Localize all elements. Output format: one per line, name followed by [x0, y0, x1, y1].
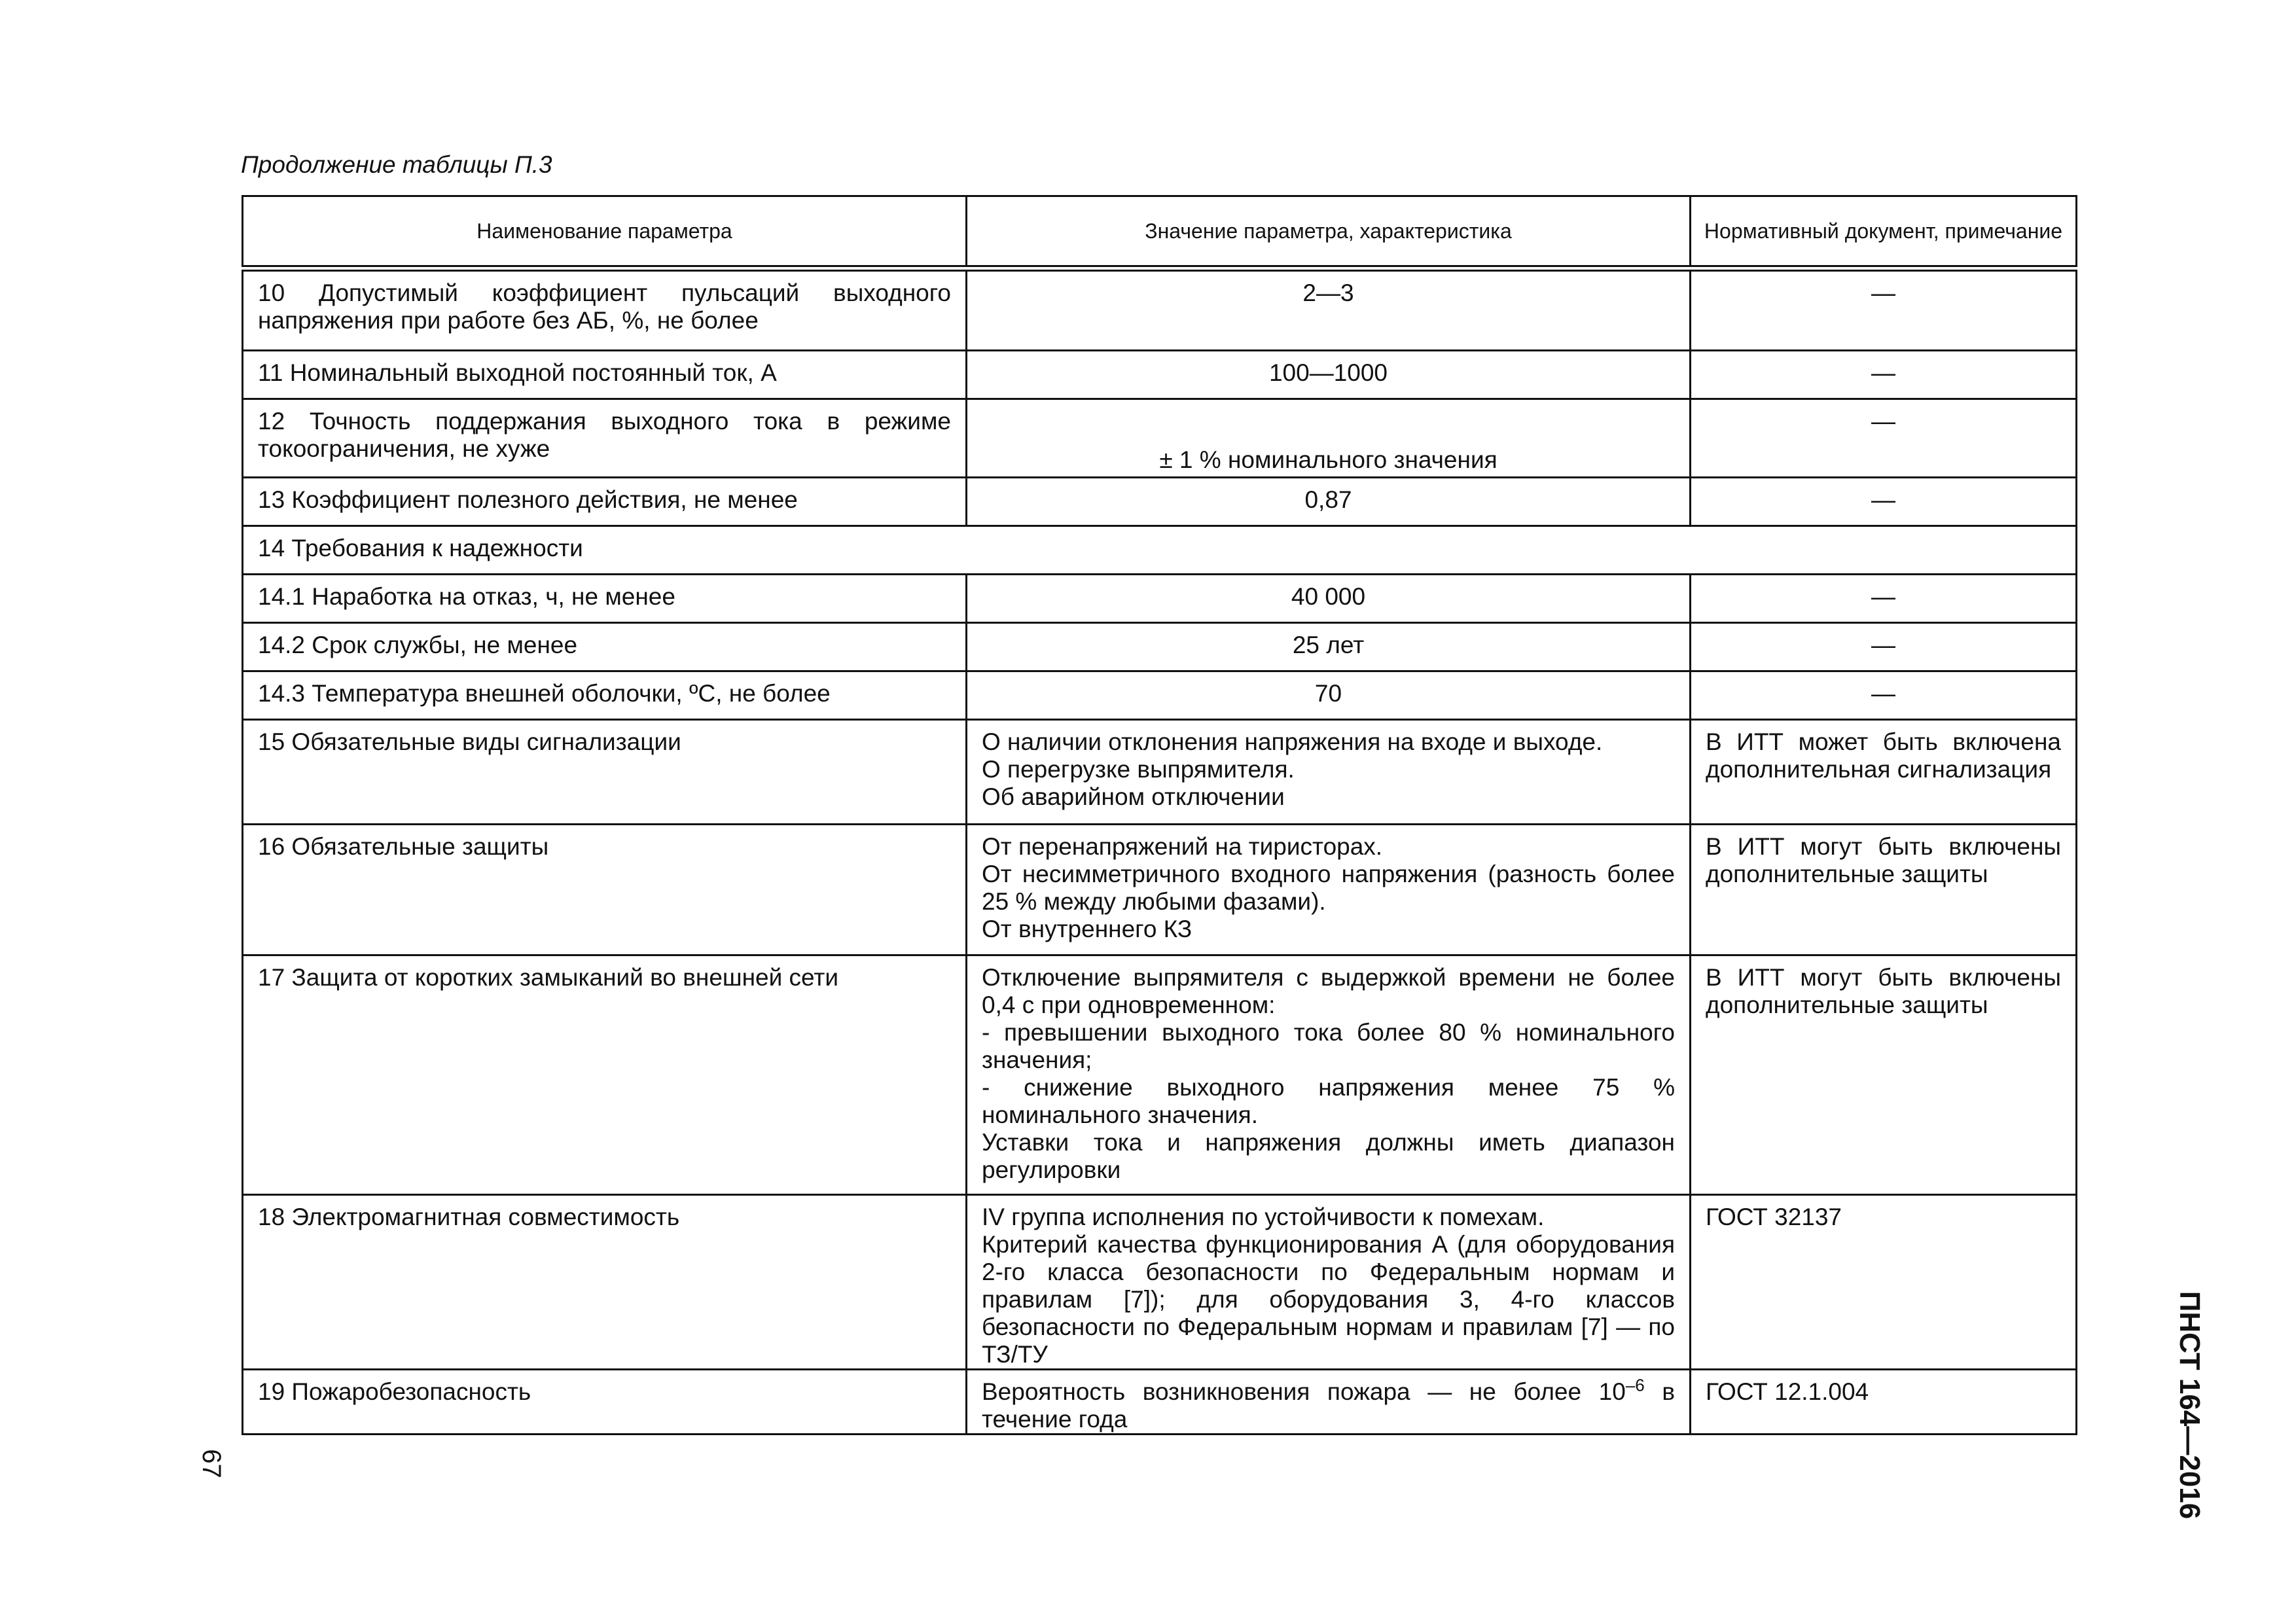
row-18-value: IV группа исполнения по устойчивости к помехам. Критерий качества функционирования А (для оборудования 2-го класса безопасности по Федеральным нормам и правилам [7]); для оборудования 3, 4-го классов безопасности по Федеральным нормам и правилам [7] — по ТЗ/ТУ — [967, 1195, 1691, 1370]
table-row — [243, 268, 2077, 351]
row-15-value: О наличии отклонения напряжения на входе и выходе. О перегрузке выпрямителя. Об аварийном отключении — [967, 720, 1691, 825]
header-parameter-name: Наименование параметра — [243, 196, 967, 268]
header-parameter-value: Значение параметра, характеристика — [967, 196, 1691, 268]
table-row — [243, 399, 2077, 478]
row-12-name: 12 Точность поддержания выходного тока в режиме токоограничения, не хуже — [243, 399, 967, 478]
row-14-1-name: 14.1 Наработка на отказ, ч, не менее — [243, 575, 967, 623]
row-11-doc: — — [1691, 351, 2077, 399]
row-16-doc: В ИТТ могут быть включены дополнительные защиты — [1691, 825, 2077, 955]
parameters-table — [242, 195, 2077, 1435]
header-normative-document: Нормативный документ, примечание — [1691, 196, 2077, 268]
row-11-name: 11 Номинальный выходной постоянный ток, А — [243, 351, 967, 399]
row-14-3-doc: — — [1691, 671, 2077, 720]
row-16-value: От перенапряжений на тиристорах. От несимметричного входного напряжения (разность более 25 % между любыми фазами). От внутреннего КЗ — [967, 825, 1691, 955]
table-row — [243, 720, 2077, 825]
row-14-3-value: 70 — [967, 671, 1691, 720]
table-row — [243, 825, 2077, 955]
row-17-doc: В ИТТ могут быть включены дополнительные защиты — [1691, 955, 2077, 1195]
table-row — [243, 575, 2077, 623]
row-10-doc: — — [1691, 268, 2077, 351]
table-row — [243, 955, 2077, 1195]
row-14-name: 14 Требования к надежности — [243, 526, 2077, 575]
row-19-value-text: Вероятность возникновения пожара — не более 10 — [982, 1378, 1626, 1405]
row-14-1-doc: — — [1691, 575, 2077, 623]
table-row — [243, 671, 2077, 720]
document-code: ПНСТ 164—2016 — [2174, 1291, 2206, 1520]
row-19-doc: ГОСТ 12.1.004 — [1691, 1370, 2077, 1435]
row-11-value: 100—1000 — [967, 351, 1691, 399]
table-caption: Продолжение таблицы П.3 — [241, 151, 552, 178]
row-14-2-name: 14.2 Срок службы, не менее — [243, 623, 967, 671]
row-18-doc: ГОСТ 32137 — [1691, 1195, 2077, 1370]
row-17-name: 17 Защита от коротких замыканий во внешней сети — [243, 955, 967, 1195]
row-19-value-tail: в течение года — [982, 1378, 1675, 1433]
page-number: 67 — [196, 1449, 226, 1478]
row-12-doc: — — [1691, 399, 2077, 478]
table-row — [243, 478, 2077, 526]
row-10-value: 2—3 — [967, 268, 1691, 351]
row-19-name: 19 Пожаробезопасность — [243, 1370, 967, 1435]
row-14-1-value: 40 000 — [967, 575, 1691, 623]
row-13-name: 13 Коэффициент полезного действия, не менее — [243, 478, 967, 526]
row-14-2-value: 25 лет — [967, 623, 1691, 671]
table-row — [243, 526, 2077, 575]
row-14-3-name: 14.3 Температура внешней оболочки, ºС, не более — [243, 671, 967, 720]
table-row — [243, 1370, 2077, 1435]
table-row — [243, 623, 2077, 671]
table-header-row — [243, 196, 2077, 268]
row-19-value-exponent: –6 — [1625, 1375, 1645, 1395]
row-19-value — [967, 1370, 1691, 1435]
row-16-name: 16 Обязательные защиты — [243, 825, 967, 955]
table-row — [243, 1195, 2077, 1370]
row-10-name: 10 Допустимый коэффициент пульсаций выходного напряжения при работе без АБ, %, не более — [243, 268, 967, 351]
row-13-doc: — — [1691, 478, 2077, 526]
table-row — [243, 351, 2077, 399]
row-14-2-doc: — — [1691, 623, 2077, 671]
row-13-value: 0,87 — [967, 478, 1691, 526]
row-18-name: 18 Электромагнитная совместимость — [243, 1195, 967, 1370]
row-12-value: ± 1 % номинального значения — [967, 399, 1691, 478]
row-15-name: 15 Обязательные виды сигнализации — [243, 720, 967, 825]
row-15-doc: В ИТТ может быть включена дополнительная сигнализация — [1691, 720, 2077, 825]
row-17-value: Отключение выпрямителя с выдержкой времени не более 0,4 с при одновременном: - превышении выходного тока более 80 % номинального значения; - снижение выходного напряжения менее 75 % номинального значения. Уставки тока и напряжения должны иметь диапазон регулировки — [967, 955, 1691, 1195]
